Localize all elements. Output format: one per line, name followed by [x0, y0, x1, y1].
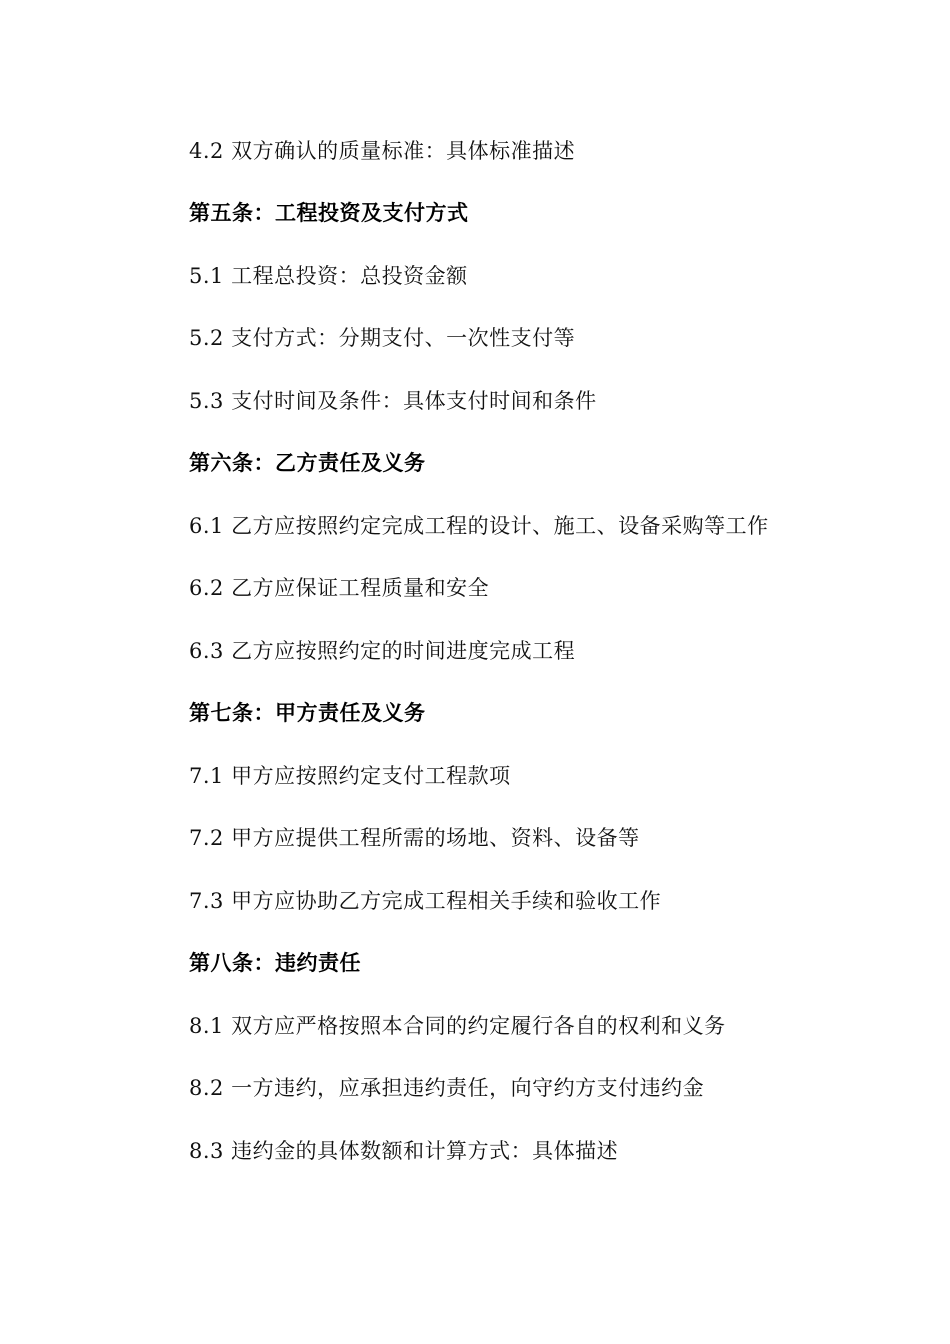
- clause-7-1: 7.1 甲方应按照约定支付工程款项: [189, 764, 511, 788]
- clause-6-2: 6.2 乙方应保证工程质量和安全: [189, 576, 490, 600]
- clause-7-3: 7.3 甲方应协助乙方完成工程相关手续和验收工作: [189, 889, 662, 913]
- clause-4-2: 4.2 双方确认的质量标准：具体标准描述: [189, 139, 576, 163]
- clause-5-2: 5.2 支付方式：分期支付、一次性支付等: [189, 326, 576, 350]
- clause-8-1: 8.1 双方应严格按照本合同的约定履行各自的权利和义务: [189, 1014, 726, 1038]
- clause-6-3: 6.3 乙方应按照约定的时间进度完成工程: [189, 639, 576, 663]
- article-6-heading: 第六条：乙方责任及义务: [189, 451, 426, 475]
- clause-5-3: 5.3 支付时间及条件：具体支付时间和条件: [189, 389, 597, 413]
- clause-8-3: 8.3 违约金的具体数额和计算方式：具体描述: [189, 1139, 619, 1163]
- article-5-heading: 第五条：工程投资及支付方式: [189, 201, 469, 225]
- article-7-heading: 第七条：甲方责任及义务: [189, 701, 426, 725]
- clause-5-1: 5.1 工程总投资：总投资金额: [189, 264, 468, 288]
- article-8-heading: 第八条：违约责任: [189, 951, 361, 975]
- clause-7-2: 7.2 甲方应提供工程所需的场地、资料、设备等: [189, 826, 640, 850]
- clause-8-2: 8.2 一方违约，应承担违约责任，向守约方支付违约金: [189, 1076, 705, 1100]
- clause-6-1: 6.1 乙方应按照约定完成工程的设计、施工、设备采购等工作: [189, 514, 769, 538]
